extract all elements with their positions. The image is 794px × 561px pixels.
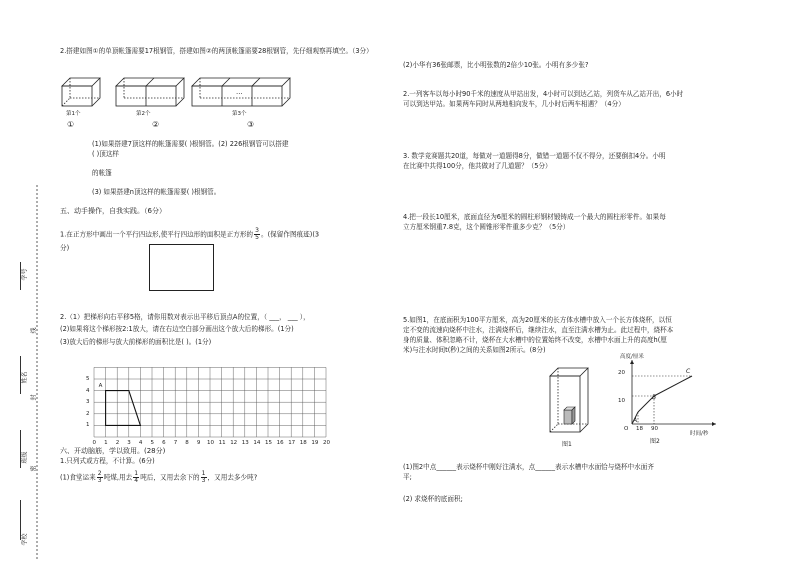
- graph-origin: O: [624, 426, 629, 432]
- sec5-q2-line2: (2)如果将这个梯形按2:1放大，请在右边空白部分画出这个放大后的梯形。(1分): [60, 325, 294, 333]
- grid-x-tick: 4: [138, 440, 143, 446]
- tent-ellipsis: …: [236, 88, 243, 96]
- grid-x-tick: 14: [253, 440, 261, 446]
- vertex-a-label: A: [98, 382, 103, 389]
- fraction: $\frac{2}{3}$: [97, 470, 102, 484]
- margin-label-id: 学号: [21, 268, 29, 281]
- figure1-tank: [548, 366, 608, 436]
- grid-y-tick: 4: [86, 387, 90, 394]
- trapezoid-shape: [106, 391, 141, 426]
- grid-x-tick: 10: [207, 440, 214, 446]
- tent-number-1: ①: [67, 120, 75, 129]
- sec6-q1: 1.只列式或方程，不计算。(6分): [60, 457, 155, 465]
- q2-sub1-end: 的帐篷: [92, 169, 112, 177]
- grid-y-tick: 2: [86, 410, 90, 417]
- grid-y-tick: 3: [86, 399, 90, 406]
- figure2-graph: [612, 356, 722, 436]
- tent-number-3: ③: [247, 120, 255, 129]
- sec5-q2-line3: (3)放大后的梯形与放大前梯形的面积比是( )。(1分): [60, 338, 212, 346]
- figure1-caption: 图1: [562, 441, 572, 448]
- grid-x-tick: 18: [299, 440, 307, 446]
- grid-x-tick: 0: [92, 440, 96, 446]
- grid-x-tick: 6: [162, 440, 166, 446]
- margin-blank-line: [20, 262, 21, 290]
- q2-sub1-cont: ( )顶这样: [92, 150, 120, 158]
- margin-label-class: 班级: [21, 451, 29, 464]
- fraction: $\frac{1}{3}$: [201, 470, 206, 484]
- q-right-b2: 可以到达甲站。如果两车同时从两地相向发车，几小时后两车相遇？（4分）: [403, 100, 625, 108]
- coordinate-grid[interactable]: [84, 350, 324, 450]
- q-right-d2: 立方厘米钢重7.8克，这个圆锥形零件重多少克？（5分）: [403, 223, 570, 231]
- graph-point-b: B: [652, 394, 657, 401]
- graph-tick-x90: 90: [651, 426, 658, 432]
- grid-x-tick: 7: [173, 440, 178, 446]
- figure2-caption: 图2: [650, 438, 660, 445]
- q-right-e1: 5.如图1，在底面积为100平方厘米，高为20厘米的长方体水槽中放入一个长方体烧杯，以恒: [403, 316, 672, 324]
- margin-seal-line: 线: [30, 327, 38, 334]
- graph-point-c: C: [686, 368, 691, 375]
- tent-caption-3: 第3个: [232, 111, 247, 117]
- graph-xlabel: 时间/秒: [690, 431, 709, 437]
- section5-title: 五、动手操作，自我实践。（6分）: [60, 207, 166, 215]
- graph-segment-bc: [654, 376, 692, 396]
- square-drawing-box[interactable]: [149, 244, 214, 291]
- q-right-a: (2)小华有36张邮票，比小明张数的2倍少10张。小明有多少张?: [403, 61, 589, 69]
- section6-title: 六、开动脑筋，学以致用。(28分): [60, 447, 166, 455]
- margin-blank-line: [20, 356, 21, 394]
- tent-caption-2: 第2个: [136, 111, 151, 117]
- graph-ylabel: 高度/厘米: [620, 354, 644, 360]
- q-right-sub1b: 平;: [403, 473, 412, 481]
- q-right-c2: 在比赛中共得100分，他共做对了几道题？（5分）: [403, 162, 552, 170]
- grid-y-tick: 1: [86, 422, 90, 429]
- q-right-d1: 4.把一段长10厘米，底面直径为6厘米的圆柱形钢材锻铸成一个最大的圆柱形零件。如果每: [403, 213, 666, 221]
- q-right-e4: 米)与注水时间t(秒)之间的关系如图2所示。(8分): [403, 346, 546, 354]
- grid-x-tick: 13: [241, 440, 249, 446]
- margin-label-name: 姓名: [21, 371, 29, 384]
- x-axis-arrow-icon: [712, 422, 716, 426]
- grid-x-tick: 8: [185, 440, 189, 446]
- tent-caption-1: 第1个: [66, 111, 81, 117]
- graph-tick-x18: 18: [636, 426, 643, 432]
- grid-x-tick: 5: [150, 440, 154, 446]
- grid-x-tick: 20: [323, 440, 330, 446]
- grid-x-tick: 2: [115, 440, 120, 446]
- fraction: $\frac{3}{5}$: [255, 227, 259, 241]
- q2-sub1: (1)如果搭建7顶这样的帐篷需要( )根钢管。(2) 226根钢管可以搭建: [92, 140, 289, 148]
- grid-x-tick: 16: [276, 440, 284, 446]
- q-right-sub2: (2) 求烧杯的底面积;: [403, 495, 463, 503]
- graph-tick-y10: 10: [618, 398, 625, 404]
- grid-x-tick: 17: [288, 440, 296, 446]
- beaker-icon: [564, 407, 575, 424]
- grid-x-tick: 11: [218, 440, 226, 446]
- q-right-sub1: (1)图2中点______表示烧杯中刚好注满水，点______表示水槽中水面恰与烧杯中水面齐: [403, 463, 654, 471]
- graph-tick-y20: 20: [618, 370, 625, 376]
- grid-x-tick: 3: [127, 440, 131, 446]
- q-right-e2: 定不变的流速向烧杯中注水，注满烧杯后，继续注水，直至注满水槽为止。此过程中，烧杯本: [403, 326, 674, 334]
- sec6-q1a: (1)食堂运来 $\frac{2}{3}$ 吨煤,用去 $\frac{1}{4}$ 吨后，又用去余下的 $\frac{1}{3}$ ，又用去多少吨?: [60, 470, 258, 484]
- graph-point-a: A: [633, 417, 638, 424]
- grid-x-tick: 12: [230, 440, 238, 446]
- grid-x-tick: 1: [104, 440, 108, 446]
- margin-label-school: 学校: [21, 533, 29, 546]
- tent-number-2: ②: [152, 120, 160, 129]
- q2-intro: 2.搭建如图①的单顶帐篷需要17根钢管，搭建如图②的两顶帐篷需要28根钢管，先仔细观察再填空。（3分）: [60, 47, 373, 55]
- margin-blank-line: [20, 500, 21, 540]
- grid-x-tick: 19: [311, 440, 319, 446]
- sec5-q2-line1: 2.（1）把梯形向右平移5格，请你用数对表示出平移后顶点A的位置，（ ___， ___ ），: [60, 313, 310, 321]
- sec5-q1-tail: 分): [60, 244, 70, 252]
- grid-x-tick: 15: [265, 440, 272, 446]
- grid-y-tick: 5: [86, 376, 90, 382]
- margin-blank-line: [20, 430, 21, 468]
- margin-seal-secret: 密: [30, 465, 38, 472]
- fraction: $\frac{1}{4}$: [134, 470, 139, 484]
- tent-figures: [60, 72, 340, 122]
- sec5-q1: 1.在正方形中画出一个平行四边形,使平行四边形的面积是正方形的 $\frac{3}{5}$ 。(保留作图痕迹)(3: [60, 227, 320, 241]
- q-right-b1: 2.一列客车以每小时90千米的速度从甲站出发，4小时可以到达乙站，列货车从乙站开出，6小时: [403, 90, 684, 98]
- grid-x-tick: 9: [196, 440, 201, 446]
- q2-sub3: (3) 如果搭建n顶这样的帐篷需要( )根钢管。: [92, 188, 221, 196]
- q-right-e3: 身的质量、体积忽略不计，烧杯在大水槽中的位置始终不改变，水槽中水面上升的高度h(厘: [403, 336, 667, 344]
- q-right-c1: 3. 数学竞赛题共20道，每做对一道题得8分，做错一道题不仅不得分，还要倒扣4分。小明: [403, 152, 666, 160]
- margin-seal-seal: 封: [30, 394, 38, 401]
